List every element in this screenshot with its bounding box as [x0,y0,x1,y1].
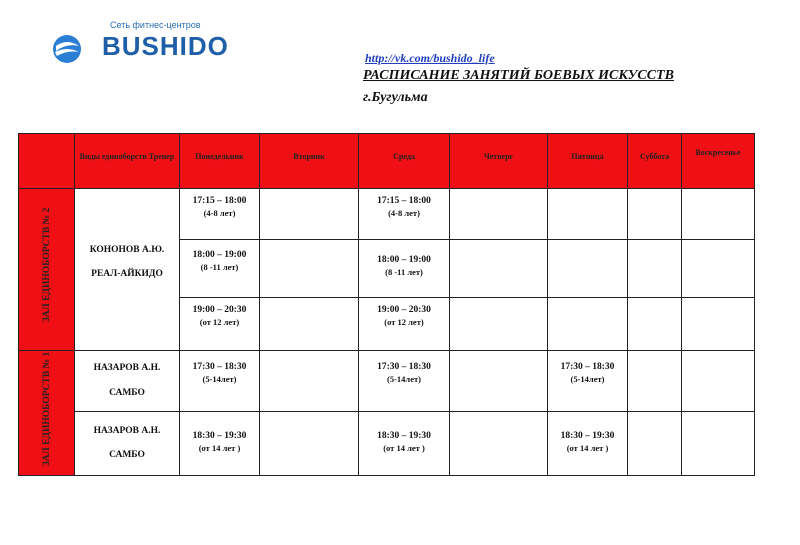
hall2-trainer-cell [74,188,180,351]
hall2-row1-monday [179,188,260,240]
hall2-row1-wednesday [358,188,450,240]
hall2-row2-tuesday [259,239,359,298]
slot-time: 17:30 – 18:30 [560,362,615,372]
header-thursday: Четверг [449,133,548,189]
slot-time: 18:00 – 19:00 [377,255,431,265]
hall1-row2-sport-name: САМБО [109,450,145,460]
hall2-row3-tuesday [259,297,359,351]
hall2-trainer-name: КОНОНОВ А.Ю. [89,245,165,255]
header-wednesday: Среда [358,133,450,189]
hall2-row3-saturday [627,297,682,351]
hall2-row1-tuesday [259,188,359,240]
slot-time: 18:30 – 19:30 [377,431,431,441]
city-label: г.Бугульма [363,90,428,105]
hall1-row2-tuesday [259,411,359,476]
hall2-row2-wednesday [358,239,450,298]
hall1-row2-saturday [627,411,682,476]
slot-time: 18:30 – 19:30 [192,431,247,441]
hall2-row1-friday [547,188,628,240]
hall2-row3-thursday [449,297,548,351]
hall1-row1-saturday [627,350,682,412]
hall1-row1-friday [547,350,628,412]
hall2-row2-thursday [449,239,548,298]
header-friday: Пятница [547,133,628,189]
slot-age: (5-14лет) [570,374,605,384]
slot-age: (от 14 лет ) [198,443,241,453]
hall2-label-cell [18,188,75,351]
hall2-row3-monday [179,297,260,351]
slot-time: 19:00 – 20:30 [377,305,431,315]
hall2-row2-friday [547,239,628,298]
hall1-row2-monday [179,411,260,476]
hall1-row1-monday [179,350,260,412]
header-corner-cell [18,133,75,189]
slot-time: 18:30 – 19:30 [560,431,615,441]
hall2-row1-sunday [681,188,755,240]
slot-time: 18:00 – 19:00 [192,250,247,260]
slot-age: (от 12 лет) [384,317,424,327]
hall1-row2-trainer-cell [74,411,180,476]
hall1-row1-sport-name: САМБО [109,388,145,398]
slot-time: 17:30 – 18:30 [377,362,431,372]
slot-time: 19:00 – 20:30 [192,305,247,315]
slot-age: (от 12 лет) [199,317,240,327]
hall2-row1-saturday [627,188,682,240]
slot-age: (от 14 лет ) [566,443,609,453]
hall2-row2-saturday [627,239,682,298]
slot-time: 17:30 – 18:30 [192,362,247,372]
hall1-row2-wednesday [358,411,450,476]
logo-name: BUSHIDO [102,31,229,61]
hall1-row1-thursday [449,350,548,412]
hall1-row1-trainer-cell [74,350,180,412]
hall1-row1-wednesday [358,350,450,412]
hall2-row2-sunday [681,239,755,298]
slot-age: (5-14лет) [387,374,421,384]
hall1-row2-thursday [449,411,548,476]
header-sunday: Воскресенье [681,133,755,189]
hall1-row2-sunday [681,411,755,476]
slot-age: (4-8 лет) [203,208,236,218]
slot-age: (8 -11 лет) [200,262,239,272]
slot-age: (8 -11 лет) [385,267,423,277]
header-tuesday: Вторник [259,133,359,189]
hall1-label-cell [18,350,75,476]
hall2-row3-sunday [681,297,755,351]
slot-age: (5-14лет) [202,374,237,384]
hall1-row2-friday [547,411,628,476]
schedule-title: РАСПИСАНИЕ ЗАНЯТИЙ БОЕВЫХ ИСКУССТВ [363,68,674,83]
header-monday: Понедельник [179,133,260,189]
hall2-label: ЗАЛ ЕДИНОБОРСТВ № 2 [42,207,52,323]
hall1-row1-trainer-name: НАЗАРОВ А.Н. [93,363,161,373]
hall1-row2-trainer-name: НАЗАРОВ А.Н. [93,426,161,436]
slot-time: 17:15 – 18:00 [377,196,431,206]
slot-time: 17:15 – 18:00 [192,196,247,206]
header-sport-trainer-label: Виды единоборств Тренер [79,152,175,161]
hall1-label: ЗАЛ ЕДИНОБОРСТВ № 1 [42,351,52,467]
hall2-sport-name: РЕАЛ-АЙКИДО [91,269,163,279]
header-sport-trainer [74,133,180,189]
hall2-row3-friday [547,297,628,351]
hall2-row3-wednesday [358,297,450,351]
hall2-row2-monday [179,239,260,298]
hall1-row1-tuesday [259,350,359,412]
logo-tagline: Сеть фитнес-центров [110,20,201,30]
slot-age: (от 14 лет ) [383,443,425,453]
header-saturday: Суббота [627,133,682,189]
slot-age: (4-8 лет) [388,208,420,218]
hall1-row1-sunday [681,350,755,412]
hall2-row1-thursday [449,188,548,240]
vk-link[interactable]: http://vk.com/bushido_life [365,51,495,65]
